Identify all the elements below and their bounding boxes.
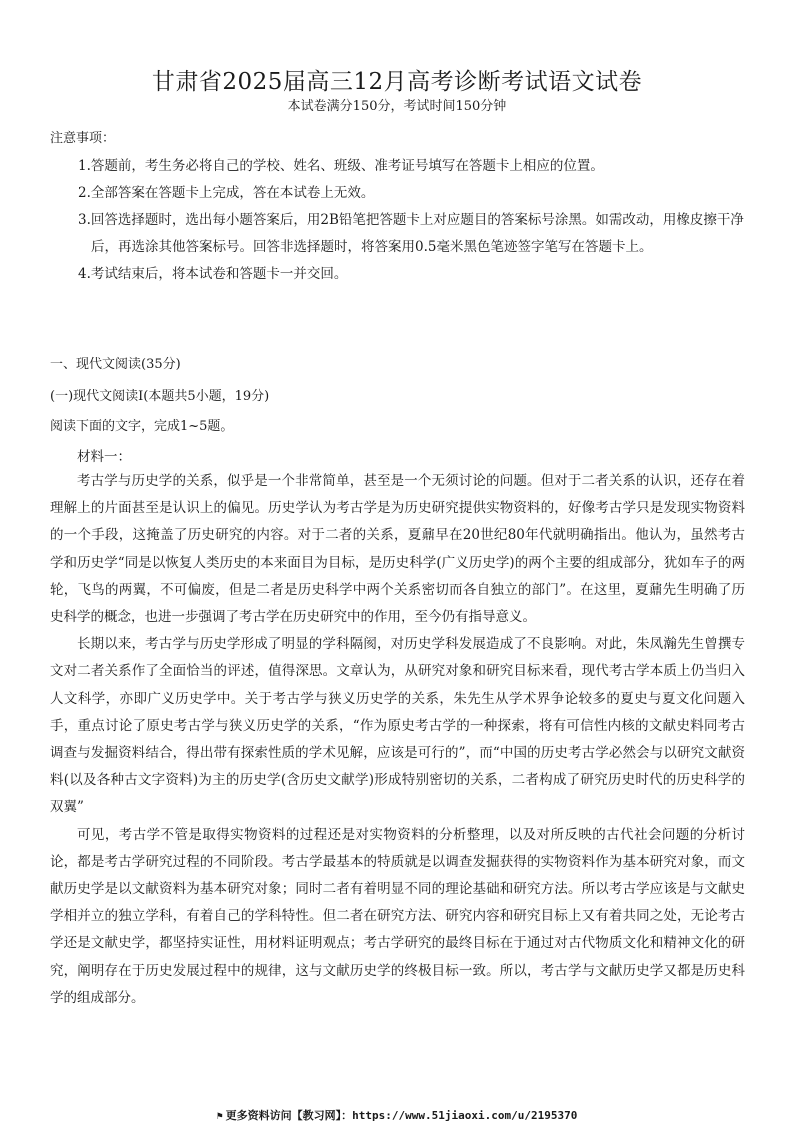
notice-list bbox=[78, 153, 748, 288]
section-title: 一、现代文阅读(35分) bbox=[50, 357, 181, 372]
material-label: 材料一： bbox=[77, 449, 131, 465]
notice-item: 3.回答选择题时，选出每小题答案后，用2B铅笔把答题卡上对应题目的答案标号涂黑。如需改动，用橡皮擦干净后，再选涂其他答案标号。回答非选择题时，将答案用0.5毫米黑色笔迹签字笔写在答题卡上。 bbox=[78, 212, 744, 255]
notice-heading: 注意事项： bbox=[50, 131, 116, 146]
footer-link[interactable] bbox=[0, 1107, 794, 1123]
paragraph: 考古学与历史学的关系，似乎是一个非常简单，甚至是一个无须讨论的问题。但对于二者关系的认识，还存在着理解上的片面甚至是认识上的偏见。历史学认为考古学是为历史研究提供实物资料的，好像考古学只是发现实物资料的一个手段，这掩盖了历史研究的内容。对于二者的关系，夏鼐早在20世纪80年代就明确指出。他认为，虽然考古学和历史学“同是以恢复人类历史的本来面目为目标，是历史科学(广义历史学)的两个主要的组成部分，犹如车子的两轮，飞鸟的两翼，不可偏废，但是二者是历史科学中两个关系密切而各自独立的部门”。在这里，夏鼐先生明确了历史科学的概念，也进一步强调了考古学在历史研究中的作用，至今仍有指导意义。 bbox=[50, 473, 745, 626]
footer-text: 更多资料访问【教习网】：https://www.51jiaoxi.com/u/2195370 bbox=[225, 1109, 578, 1122]
passage bbox=[50, 468, 745, 1012]
page-title: 甘肃省2025届高三12月高考诊断考试语文试卷 bbox=[151, 69, 643, 96]
exam-subtitle: 本试卷满分150分，考试时间150分钟 bbox=[287, 99, 507, 114]
notice-item: 2.全部答案在答题卡上完成，答在本试卷上无效。 bbox=[78, 185, 375, 201]
paragraph: 可见，考古学不管是取得实物资料的过程还是对实物资料的分析整理，以及对所反映的古代社会问题的分析讨论，都是考古学研究过程的不同阶段。考古学最基本的特质就是以调查发掘获得的实物资料作为基本研究对象，而文献历史学是以文献资料为基本研究对象；同时二者有着明显不同的理论基础和研究方法。所以考古学应该是与文献史学相并立的独立学科，有着自己的学科特性。但二者在研究方法、研究内容和研究目标上又有着共同之处，无论考古学还是文献史学，都坚持实证性，用材料证明观点；考古学研究的最终目标在于通过对古代物质文化和精神文化的研究，阐明存在于历史发展过程中的规律，这与文献历史学的终极目标一致。所以，考古学与文献历史学又都是历史科学的组成部分。 bbox=[50, 826, 745, 1006]
notice-item: 1.答题前，考生务必将自己的学校、姓名、班级、准考证号填写在答题卡上相应的位置。 bbox=[78, 158, 604, 174]
notice-item: 4.考试结束后，将本试卷和答题卡一并交回。 bbox=[78, 266, 348, 282]
paragraph: 长期以来，考古学与历史学形成了明显的学科隔阂，对历史学科发展造成了不良影响。对此，朱凤瀚先生曾撰专文对二者关系作了全面恰当的评述，值得深思。文章认为，从研究对象和研究目标来看，现代考古学本质上仍当归入人文科学，亦即广义历史学中。关于考古学与狭义历史学的关系，朱先生从学术界争论较多的夏史与夏文化问题入手，重点讨论了原史考古学与狭义历史学的关系，“作为原史考古学的一种探索，将有可信性内核的文献史料同考古调查与发掘资料结合，得出带有探索性质的学术见解，应该是可行的”，而“中国的历史考古学必然会与以研究文献资料(以及各种古文字资料)为主的历史学(含历史文献学)形成特别密切的关系，二者构成了研究历史时代的历史科学的双翼” bbox=[50, 636, 745, 816]
subsection-title: (一)现代文阅读Ⅰ(本题共5小题，19分) bbox=[50, 389, 270, 404]
flag-icon: ⚑ bbox=[216, 1111, 223, 1122]
reading-instruction: 阅读下面的文字，完成1~5题。 bbox=[50, 419, 234, 434]
